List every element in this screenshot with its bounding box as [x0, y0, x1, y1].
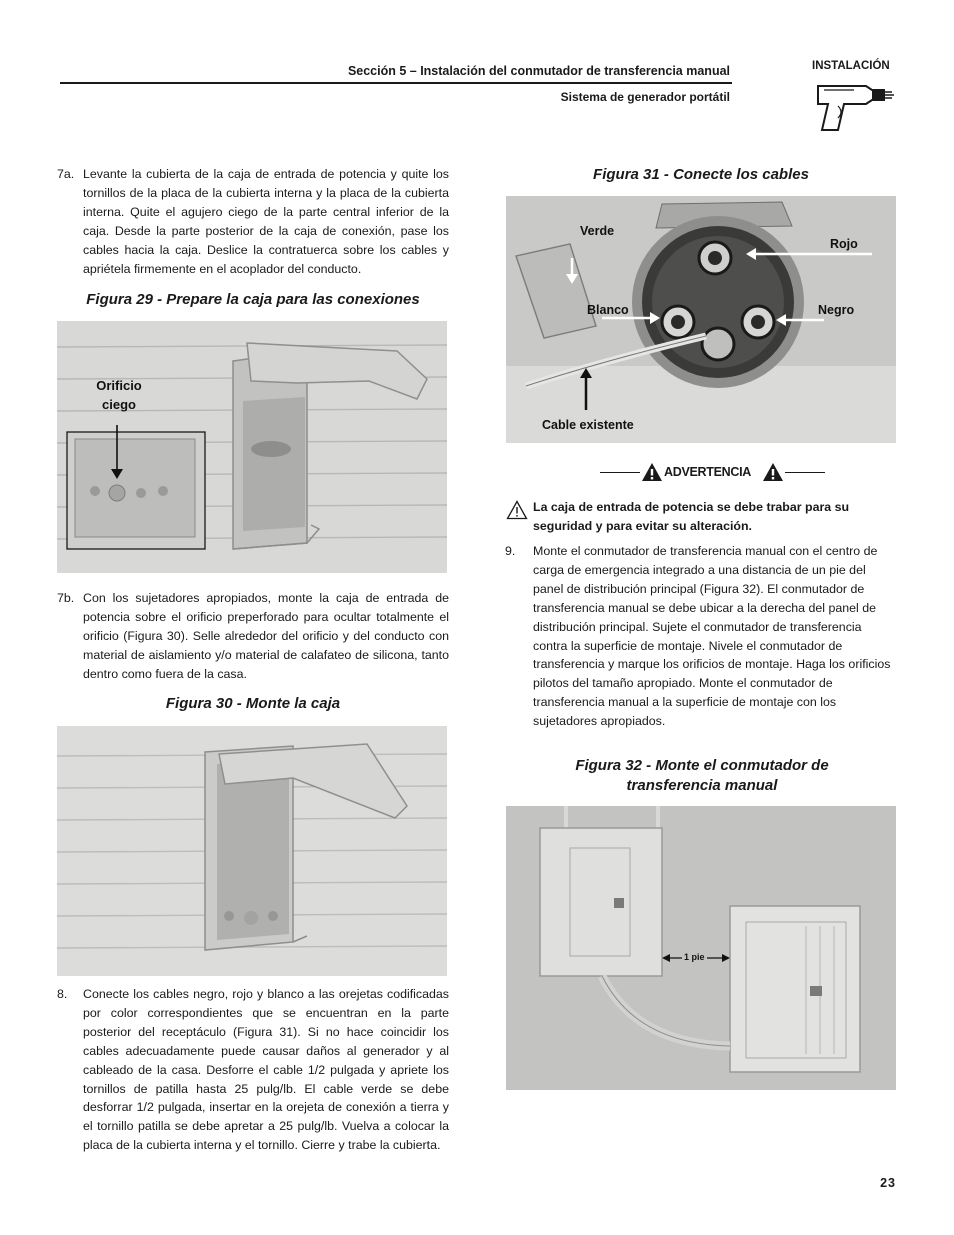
- step-7b: [57, 589, 449, 684]
- step-text: Conecte los cables negro, rojo y blanco a las orejetas codificadas por color correspondientes que se encuentran en la parte posterior del receptáculo (Figura 31). Si no hace coincidir los cables adecuadamente puede causar daños al generador y al cableado de la casa. Desforre el cable 1/2 pulgada y apriete los tornillos de patilla hasta 25 pulg/lb. El cable verde se debe desforrar 1/2 pulgada, insertar en la orejeta de conexión a tierra y el tornillo patilla se debe apretar a 25 pulg/lb. Vuelva a colocar la placa de la cubierta interna y el tornillo. Cierre y trabe la cubierta.: [83, 987, 449, 1153]
- section-subtitle: Sistema de generador portátil: [560, 90, 730, 104]
- wire-label-red: Rojo: [830, 237, 858, 251]
- warning-text: La caja de entrada de potencia se debe trabar para su seguridad y para evitar su alteración.: [533, 500, 850, 533]
- existing-cable-label: Cable existente: [542, 418, 634, 432]
- step-text: Levante la cubierta de la caja de entrada de potencia y quite los tornillos de la placa de la cubierta interna y la placa de la cubierta interna. Quite el agujero ciego de la parte central inferior de la caja. Desde la parte posterior de la caja de conexión, pase los cables hacia la caja. Deslice la contratuerca sobre los cables y apriétela firmemente en el acoplador del conducto.: [83, 167, 449, 276]
- figure-32-caption-line2: transferencia manual: [626, 777, 778, 794]
- step-number: 7a.: [57, 167, 75, 181]
- figure-30-caption: Figura 30 - Monte la caja: [165, 695, 341, 712]
- figure-32-caption: [505, 756, 899, 796]
- step-number: 9.: [505, 544, 516, 558]
- figure-29-label: Orificio ciego: [96, 378, 142, 412]
- step-text: Monte el conmutador de transferencia manual con el centro de carga de emergencia integrado a una distancia de un pie del panel de distribución principal (Figura 32). El conmutador de transferencia manual se debe ubicar a la derecha del panel de distribución principal. Sujete el conmutador de transferencia contra la superficie de montaje. Nivele el conmutador de transferencia y marque los orificios de montaje. Haga los orificios pilotos del tamaño apropiado. Monte el conmutador de transferencia manual a la superficie de montaje con los sujetadores apropiados.: [533, 544, 891, 729]
- figure-29-photo: [57, 321, 447, 573]
- warning-rule-right: [785, 472, 825, 473]
- warning-triangle-icon: [762, 462, 784, 482]
- step-8: [57, 985, 449, 1155]
- wire-label-black: Negro: [818, 303, 855, 317]
- figure-31-caption: Figura 31 - Conecte los cables: [593, 166, 809, 183]
- step-number: 8.: [57, 987, 68, 1001]
- figure-29-caption: Figura 29 - Prepare la caja para las conexiones: [86, 291, 420, 308]
- wire-label-green: Verde: [580, 224, 615, 238]
- warning-banner: [600, 461, 826, 485]
- step-7a: [57, 165, 449, 278]
- drill-icon: [808, 76, 896, 132]
- distance-label: 1 pie: [684, 952, 705, 962]
- step-text: Con los sujetadores apropiados, monte la caja de entrada de potencia sobre el orificio preperforado para ocultar totalmente el orificio (Figura 30). Selle alrededor del orificio y del conducto con material de aislamiento y/o material de calafateo de silicona, tanto dentro como fuera de la casa.: [83, 591, 449, 681]
- section-title: Sección 5 – Instalación del conmutador de transferencia manual: [347, 64, 730, 78]
- figure-32-caption-line1: Figura 32 - Monte el conmutador de: [575, 757, 829, 774]
- warning-triangle-icon: [641, 462, 663, 482]
- category-label: INSTALACIÓN: [812, 60, 890, 72]
- page-number: 23: [880, 1176, 896, 1190]
- warning-title: ADVERTENCIA: [664, 465, 751, 479]
- step-number: 7b.: [57, 591, 75, 605]
- figure-32-photo: [506, 806, 896, 1090]
- header-rule: [60, 82, 732, 84]
- caution-triangle-icon: [506, 500, 528, 520]
- wire-label-white: Blanco: [587, 303, 629, 317]
- figure-30-photo: [57, 726, 447, 976]
- step-9: [505, 542, 897, 731]
- figure-31-photo: [506, 196, 896, 443]
- warning-rule-left: [600, 472, 640, 473]
